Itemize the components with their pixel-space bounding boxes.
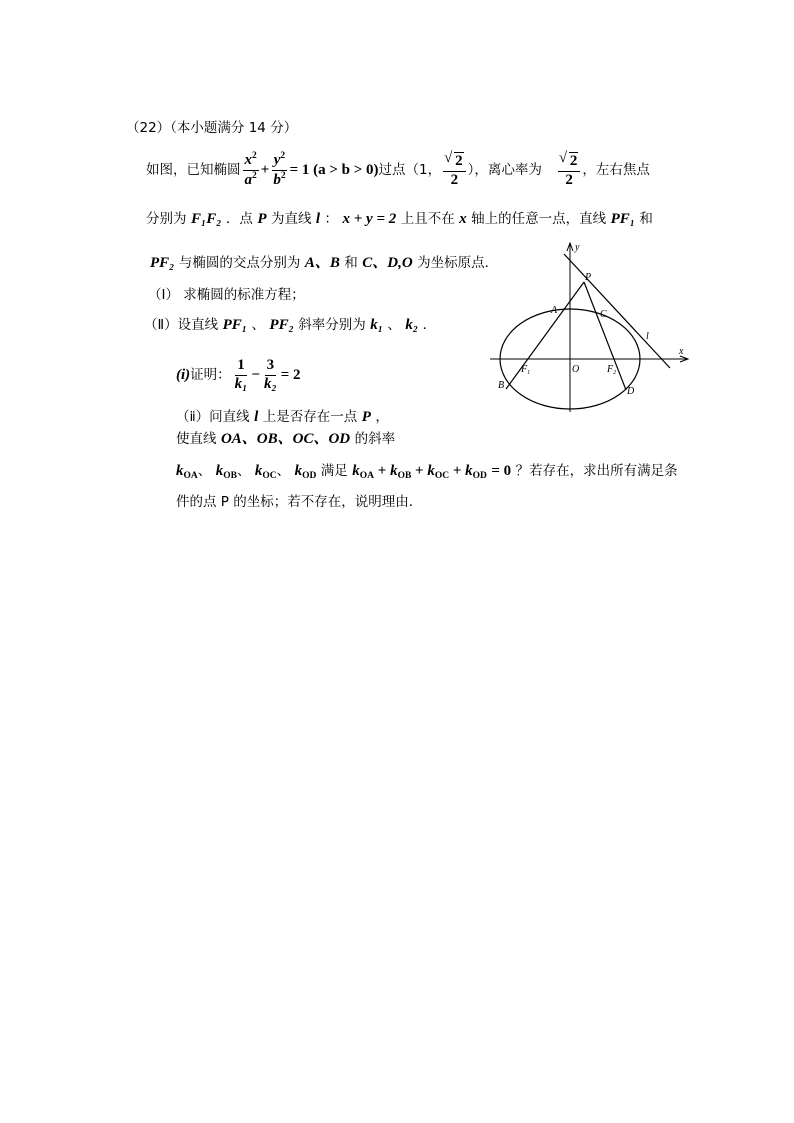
part2-pf1: PF₁ xyxy=(222,317,248,333)
y2-over-b2: $\frac{y^2}{b^2}$ xyxy=(273,151,286,188)
label-l: l xyxy=(646,331,649,342)
line2-text-g: 和 xyxy=(639,211,653,227)
label-y: y xyxy=(575,242,580,253)
line2-text-e: 上且不在 xyxy=(400,211,455,227)
k-oc: $k_{OC}$ xyxy=(254,463,277,481)
part-2 xyxy=(144,318,436,333)
part-1: （Ⅰ） 求椭圆的标准方程； xyxy=(148,287,305,303)
line2-text-b: ．点 xyxy=(225,211,253,227)
k-sum-oa: $k_{OA}$ xyxy=(352,463,374,481)
k-sum-rhs: = 0 xyxy=(491,463,512,479)
part2-pf2: PF₂ xyxy=(269,317,294,333)
sub-ii-text-b: 上是否存在一点 xyxy=(262,409,358,425)
geometry-figure xyxy=(488,240,692,415)
intro-text-c: ），离心率为 xyxy=(467,161,542,178)
line2-text-d: ： xyxy=(324,211,339,227)
point-p: P xyxy=(257,211,267,227)
line3-text-c: 和 xyxy=(344,255,358,271)
sub-ii-text-a: （ⅱ）问直线 xyxy=(176,409,250,425)
sub-part-ii-line3: $k_{OA}$、 $k_{OB}$、 $k_{OC}$、 $k_{OD}$ 满足 $k_{OA} + k_{OB} + k_{OC} + k_{OD} = 0$ ？若存在，求出所有满足条 xyxy=(176,463,678,481)
k-sum-ob: $k_{OB}$ xyxy=(390,463,412,481)
problem-number: （22）（本小题满分 14 分） xyxy=(126,120,298,136)
part2-k1: k₁ xyxy=(370,317,383,333)
part2-sep: 、 xyxy=(251,317,265,333)
sub-i-text: 证明： xyxy=(190,366,231,383)
part2-text-a: （Ⅱ）设直线 xyxy=(144,317,219,333)
line2-text-a: 分别为 xyxy=(146,211,187,227)
part2-text-b: 斜率分别为 xyxy=(298,317,366,333)
ellipse-condition: = 1 (a > b > 0) xyxy=(289,161,379,178)
label-p: P xyxy=(585,272,592,283)
label-f1: $F_1$ xyxy=(521,364,531,376)
label-f2: $F_2$ xyxy=(607,364,617,376)
sub-ii-line2-a: 使直线 xyxy=(176,431,217,447)
point-y-fraction: √ $\frac{2}{2}$ xyxy=(443,152,466,189)
cdo-labels: C、D,O xyxy=(362,255,413,271)
ab-labels: A、B xyxy=(304,255,340,271)
intro-text-a: 如图，已知椭圆 xyxy=(146,161,241,178)
k-sum-oc: $k_{OC}$ xyxy=(427,463,450,481)
k-cond: 满足 xyxy=(320,463,348,479)
sub-ii-p: P xyxy=(361,409,371,425)
sub-part-ii-line2 xyxy=(176,432,395,447)
k-ob: $k_{OB}$ xyxy=(215,463,237,481)
part2-k2: k₂ xyxy=(405,317,419,333)
line2-text-f: 轴上的任意一点，直线 xyxy=(471,211,607,227)
line3-text-b: 与椭圆的交点分别为 xyxy=(178,255,301,271)
part2-end: ． xyxy=(422,317,437,333)
intro-line-3 xyxy=(150,256,498,271)
line-l-drawn xyxy=(564,254,670,368)
intro-line-1: 如图，已知椭圆 $\frac{x^2}{a^2}$ + $\frac{y^2}{b^2}$ = 1 (a > b > 0) 过点（1， √ $\frac{2}{2}$ ），离心率为 √ $\frac{2}{2}$ ，左右焦点 xyxy=(146,152,650,189)
sub-ii-line2-b: 的斜率 xyxy=(354,431,396,447)
fraction-1-over-k1: $\frac{1}{\text{k₁}}$ xyxy=(234,357,248,392)
k-sum-od: $k_{OD}$ xyxy=(465,463,487,481)
foci-label: F₁F₂ xyxy=(190,211,222,227)
pf2-label: PF₂ xyxy=(150,255,175,271)
line3-text-d: 为坐标原点． xyxy=(417,255,499,271)
last-line: 件的点 P 的坐标；若不存在，说明理由． xyxy=(176,494,423,510)
label-x: x xyxy=(679,346,684,357)
label-d: D xyxy=(627,386,635,397)
label-a: A xyxy=(551,305,558,316)
k-tail: ？若存在，求出所有满足条 xyxy=(515,463,678,479)
k-od: $k_{OD}$ xyxy=(294,463,317,481)
x-var: x xyxy=(459,211,467,227)
k-oa: $k_{OA}$ xyxy=(176,463,198,481)
sub-part-ii-line1 xyxy=(176,410,389,425)
label-b: B xyxy=(498,380,505,391)
sub-part-i xyxy=(176,358,301,393)
pf1-label: PF₁ xyxy=(610,211,635,227)
minus-sign: − xyxy=(251,366,260,383)
label-o: O xyxy=(572,364,580,375)
x2-over-a2: $\frac{x^2}{a^2}$ xyxy=(244,151,257,188)
intro-text-d: ，左右焦点 xyxy=(582,161,650,178)
intro-text-b: 过点（1， xyxy=(378,161,442,178)
fraction-3-over-k2: $\frac{3}{\text{k₂}}$ xyxy=(263,357,277,392)
eccentricity-fraction: √ $\frac{2}{2}$ xyxy=(558,152,581,189)
line-equation: x + y = 2 xyxy=(342,211,397,227)
line2-text-c: 为直线 xyxy=(270,211,312,227)
intro-line-2 xyxy=(146,212,653,227)
line-l: l xyxy=(315,211,321,227)
sub-ii-l: l xyxy=(254,409,259,425)
label-c: C xyxy=(600,309,607,320)
sub-i-label: (i) xyxy=(176,366,191,383)
equation-rhs: = 2 xyxy=(280,366,301,383)
part2-sep2: 、 xyxy=(387,317,401,333)
sub-ii-lines: OA、OB、OC、OD xyxy=(220,431,351,447)
sub-ii-text-c: ， xyxy=(375,409,389,425)
